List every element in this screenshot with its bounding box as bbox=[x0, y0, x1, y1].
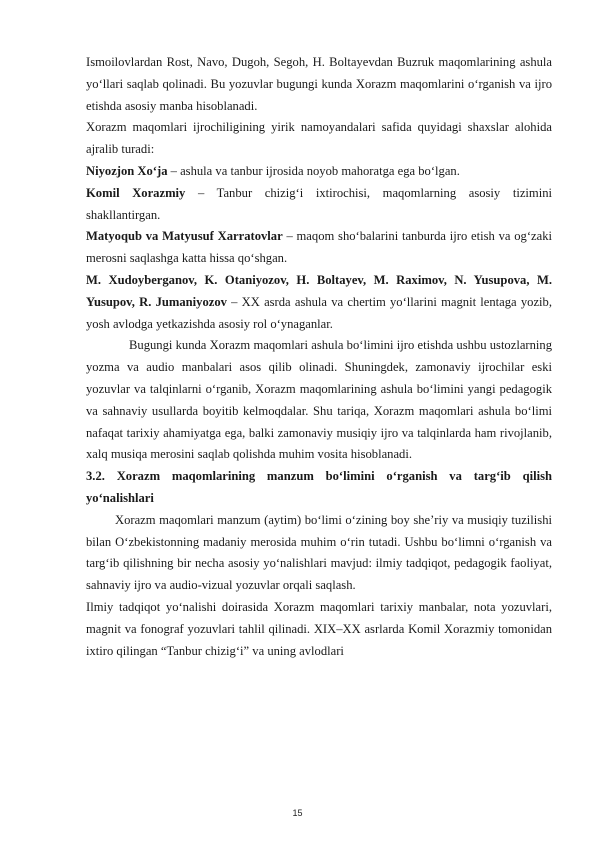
desc-xx-century: – XX asrda ashula va chertim yo‘llarini magnit lentaga yozib, yosh avlodga yetkazishda asosiy rol o‘ynaganlar. bbox=[86, 294, 552, 331]
desc-xarratovlar: – maqom sho‘balarini tanburda ijro etish va og‘zaki merosni saqlashga katta hissa qo‘shgan. bbox=[86, 229, 552, 266]
paragraph-manzum: Xorazm maqomlari manzum (aytim) bo‘limi o‘zining boy she’riy va musiqiy tuzilishi bilan O‘zbekistonning madaniy merosida muhim o‘rin tutadi. Ushbu bo‘limni o‘rganish va targ‘ib qilishning bir necha asosiy yo‘nalishlari mavjud: ilmiy tadqiqot, pedagogik faoliyat, sahnaviy ijro va audio-vizual yozuvlar orqali saqlash. bbox=[86, 512, 552, 593]
names-xx-century: M. Xudoyberganov, K. Otaniyozov, H. Boltayev, M. Raximov, N. Yusupova, M. Yusupov, R. Jumaniyozov bbox=[86, 272, 552, 309]
paragraph-intro: Ismoilovlardan Rost, Navo, Dugoh, Segoh, H. Boltayevdan Buzruk maqomlarining ashula yo‘llari saqlab qolinadi. Bu yozuvlar bugungi kunda Xorazm maqomlarini o‘rganish va ijro etishda asosiy manba hisoblanadi. bbox=[86, 55, 552, 113]
paragraph-today: Bugungi kunda Xorazm maqomlari ashula bo‘limini ijro etishda ushbu ustozlarning yozma va audio manbalari asos qilib olinadi. Shuningdek, zamonaviy ijrochilar eski yozuvlar va talqinlarni o‘rganib, Xorazm maqomlarining ashula bo‘limini yangi pedagogik va sahnaviy usullarda boyitib kelmoqdalar. Shu tariqa, Xorazm maqomlari ashula bo‘limi nafaqat tarixiy ahamiyatga ega, balki zamonaviy musiqiy ijro va talqinlarda ham rivojlanib, xalq musiqa merosini saqlab qolishda muhim vosita hisoblanadi. bbox=[86, 338, 552, 462]
paragraph-komil bbox=[86, 183, 552, 227]
desc-niyozjon: – ashula va tanbur ijrosida noyob mahoratga ega bo‘lgan. bbox=[167, 163, 460, 178]
desc-komil: – Tanbur chizig‘i ixtirochisi, maqomlarning asosiy tizimini shakllantirgan. bbox=[86, 185, 552, 222]
section-heading: 3.2. Xorazm maqomlarining manzum bo‘limini o‘rganish va targ‘ib qilish yo‘nalishlari bbox=[86, 469, 552, 505]
paragraph-niyozjon bbox=[86, 161, 552, 183]
document-page bbox=[86, 52, 552, 662]
paragraph-research: Ilmiy tadqiqot yo‘nalishi doirasida Xorazm maqomlari tarixiy manbalar, nota yozuvlari, magnit va fonograf yozuvlari tahlil qilinadi. XIX–XX asrlarda Komil Xorazmiy tomonidan ixtiro qilingan “Tanbur chizig‘i” va uning avlodlari bbox=[86, 599, 552, 658]
name-komil: Komil Xorazmiy bbox=[86, 185, 186, 200]
name-niyozjon: Niyozjon Xo‘ja bbox=[86, 163, 168, 178]
paragraph-xarratovlar bbox=[86, 226, 552, 270]
name-xarratovlar: Matyoqub va Matyusuf Xarratovlar bbox=[86, 229, 283, 244]
page-number: 15 bbox=[292, 808, 303, 818]
paragraph-xx-century-masters bbox=[86, 270, 552, 335]
paragraph-performers-intro: Xorazm maqomlari ijrochiligining yirik namoyandalari safida quyidagi shaxslar alohida ajralib turadi: bbox=[86, 120, 552, 157]
